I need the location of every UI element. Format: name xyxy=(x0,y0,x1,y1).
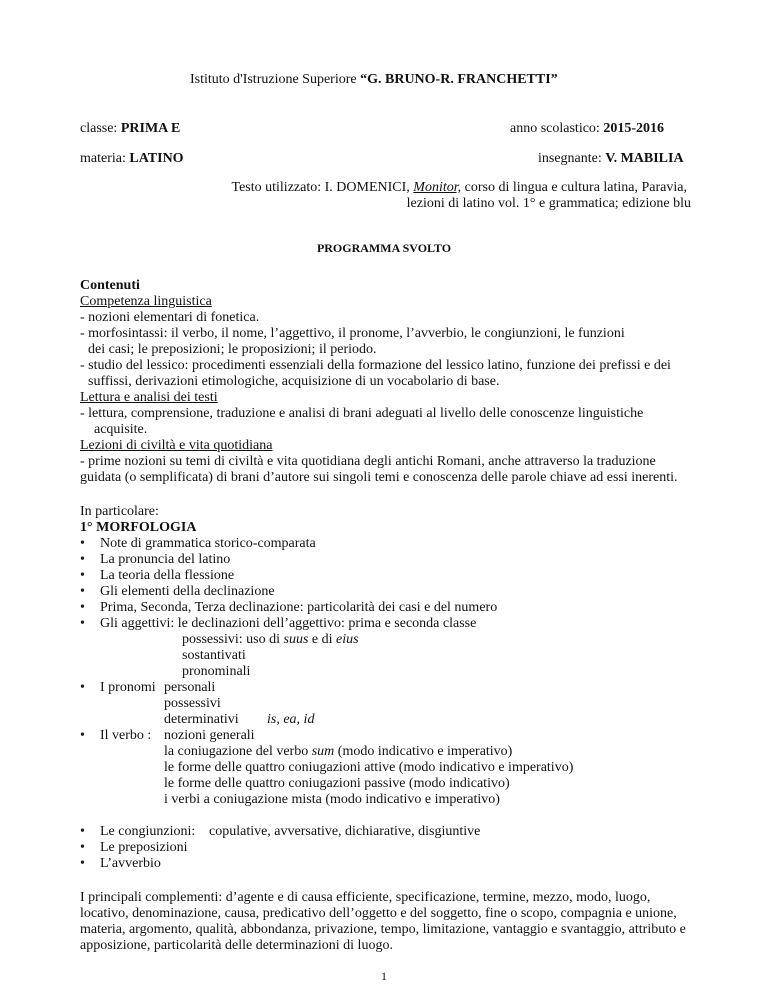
pronomi-is-ea-id-text: is, ea, id xyxy=(267,712,315,727)
aggettivi-sostantivati: sostantivati xyxy=(182,648,246,663)
list-item-text: Gli aggettivi: le declinazioni dell’aggettivo: prima e seconda classe xyxy=(100,616,477,631)
pronomi-personali: personali xyxy=(164,680,216,695)
complementi-line-4: apposizione, particolarità delle determinazioni di luogo. xyxy=(80,938,393,953)
bullet-icon: • xyxy=(80,856,85,871)
bullet-icon: • xyxy=(80,584,85,599)
bullet-icon: • xyxy=(80,600,85,615)
verbo-label: Il verbo : xyxy=(100,728,152,743)
bullet-icon: • xyxy=(80,536,85,551)
competenza-line-2: - morfosintassi: il verbo, il nome, l’aggettivo, il pronome, l’avverbio, le congiunzioni, le funzioni xyxy=(80,326,625,341)
list-item-text: La pronuncia del latino xyxy=(100,552,231,567)
bullet-icon: • xyxy=(80,568,85,583)
list-item-text: Prima, Seconda, Terza declinazione: particolarità dei casi e del numero xyxy=(100,600,498,615)
pronomi-label: I pronomi xyxy=(100,680,156,695)
suus-term: suus xyxy=(283,632,309,647)
sum-term: sum xyxy=(311,744,335,759)
complementi-line-1: I principali complementi: d’agente e di causa efficiente, specificazione, termine, mezzo, modo, luogo, xyxy=(80,890,651,905)
programma-title xyxy=(0,240,768,256)
aggettivi-possessivi xyxy=(182,632,359,648)
classe-field xyxy=(80,121,180,137)
bullet-icon: • xyxy=(80,680,85,695)
morfologia-heading-text: 1° MORFOLOGIA xyxy=(80,520,197,535)
lettura-line-1: - lettura, comprensione, traduzione e analisi di brani adeguati al livello delle conoscenze linguistiche xyxy=(80,406,644,421)
civilta-line-2: guidata (o semplificata) di brani d’autore sui singoli temi e conoscenza delle parole chiave ad essi inerenti. xyxy=(80,470,678,485)
pronomi-determinativi: determinativi xyxy=(164,712,239,727)
bullet-icon: • xyxy=(80,616,85,631)
testo-suffix: corso di lingua e cultura latina, Paravia, xyxy=(461,180,687,195)
verbo-line-2-prefix: la coniugazione del verbo xyxy=(164,744,312,759)
anno-field xyxy=(510,121,664,137)
testo-title: Monitor, xyxy=(413,180,462,195)
programma-title-text: PROGRAMMA SVOLTO xyxy=(316,241,452,255)
verbo-line-2 xyxy=(164,744,512,760)
section-title-competenza: Competenza linguistica xyxy=(80,294,212,309)
avverbio-text: L’avverbio xyxy=(100,856,161,871)
testo-line-1 xyxy=(232,180,687,196)
institute-prefix: Istituto d'Istruzione Superiore xyxy=(190,72,361,87)
bullet-icon: • xyxy=(80,824,85,839)
verbo-line-3: le forme delle quattro coniugazioni attive (modo indicativo e imperativo) xyxy=(164,760,574,775)
insegnante-field xyxy=(538,151,684,167)
materia-field xyxy=(80,151,184,167)
section-title-lettura: Lettura e analisi dei testi xyxy=(80,390,218,405)
aggettivi-pronominali: pronominali xyxy=(182,664,251,679)
classe-label: classe: xyxy=(80,121,118,136)
lettura-line-2: acquisite. xyxy=(94,422,148,437)
preposizioni-text: Le preposizioni xyxy=(100,840,188,855)
civilta-line-1: - prime nozioni su temi di civiltà e vita quotidiana degli antichi Romani, anche attraverso la traduzione xyxy=(80,454,656,469)
bullet-icon: • xyxy=(80,840,85,855)
anno-label: anno scolastico: xyxy=(510,121,600,136)
complementi-line-2: locativo, denominazione, causa, predicativo dell’oggetto e del soggetto, fine o scopo, compagnia e unione, xyxy=(80,906,677,921)
competenza-line-5: suffissi, derivazioni etimologiche, acquisizione di un vocabolario di base. xyxy=(88,374,500,389)
institute-header xyxy=(190,72,558,88)
pronomi-possessivi: possessivi xyxy=(164,696,221,711)
institute-name: “G. BRUNO-R. FRANCHETTI” xyxy=(360,72,558,87)
e-di-text: e di xyxy=(308,632,337,647)
section-title-civilta: Lezioni di civiltà e vita quotidiana xyxy=(80,438,273,453)
competenza-line-3: dei casi; le preposizioni; le proposizioni; il periodo. xyxy=(88,342,377,357)
congiunzioni-label: Le congiunzioni: xyxy=(100,824,196,839)
particolare-intro: In particolare: xyxy=(80,504,159,519)
competenza-line-4: - studio del lessico: procedimenti essenziali della formazione del lessico latino, funzione dei prefissi e dei xyxy=(80,358,671,373)
eius-term: eius xyxy=(336,632,359,647)
anno-value: 2015-2016 xyxy=(603,121,664,136)
aggettivi-possessivi-prefix: possessivi: uso di xyxy=(182,632,284,647)
insegnante-label: insegnante: xyxy=(538,151,602,166)
verbo-line-1: nozioni generali xyxy=(164,728,255,743)
verbo-line-4: le forme delle quattro coniugazioni passive (modo indicativo) xyxy=(164,776,510,791)
insegnante-value: V. MABILIA xyxy=(605,151,684,166)
bullet-icon: • xyxy=(80,728,85,743)
congiunzioni-value: copulative, avversative, dichiarative, disgiuntive xyxy=(209,824,481,839)
list-item-text: Note di grammatica storico-comparata xyxy=(100,536,316,551)
classe-value: PRIMA E xyxy=(120,121,181,136)
bullet-icon: • xyxy=(80,552,85,567)
materia-value: LATINO xyxy=(129,151,184,166)
materia-label: materia: xyxy=(80,151,126,166)
contenuti-heading-text: Contenuti xyxy=(80,278,140,293)
page-number: 1 xyxy=(381,969,387,983)
morfologia-heading xyxy=(80,520,196,536)
verbo-line-5: i verbi a coniugazione mista (modo indicativo e imperativo) xyxy=(164,792,500,807)
competenza-line-1: - nozioni elementari di fonetica. xyxy=(80,310,260,325)
contenuti-heading xyxy=(80,278,140,294)
verbo-line-2-suffix: (modo indicativo e imperativo) xyxy=(334,744,513,759)
list-item-text: La teoria della flessione xyxy=(100,568,235,583)
pronomi-is-ea-id xyxy=(267,712,314,728)
complementi-line-3: materia, argomento, qualità, abbondanza, privazione, tempo, limitazione, vantaggio e svantaggio, attributo e xyxy=(80,922,686,937)
list-item-text: Gli elementi della declinazione xyxy=(100,584,275,599)
testo-line-2: lezioni di latino vol. 1° e grammatica; edizione blu xyxy=(406,196,691,211)
testo-prefix: Testo utilizzato: I. DOMENICI, xyxy=(231,180,414,195)
